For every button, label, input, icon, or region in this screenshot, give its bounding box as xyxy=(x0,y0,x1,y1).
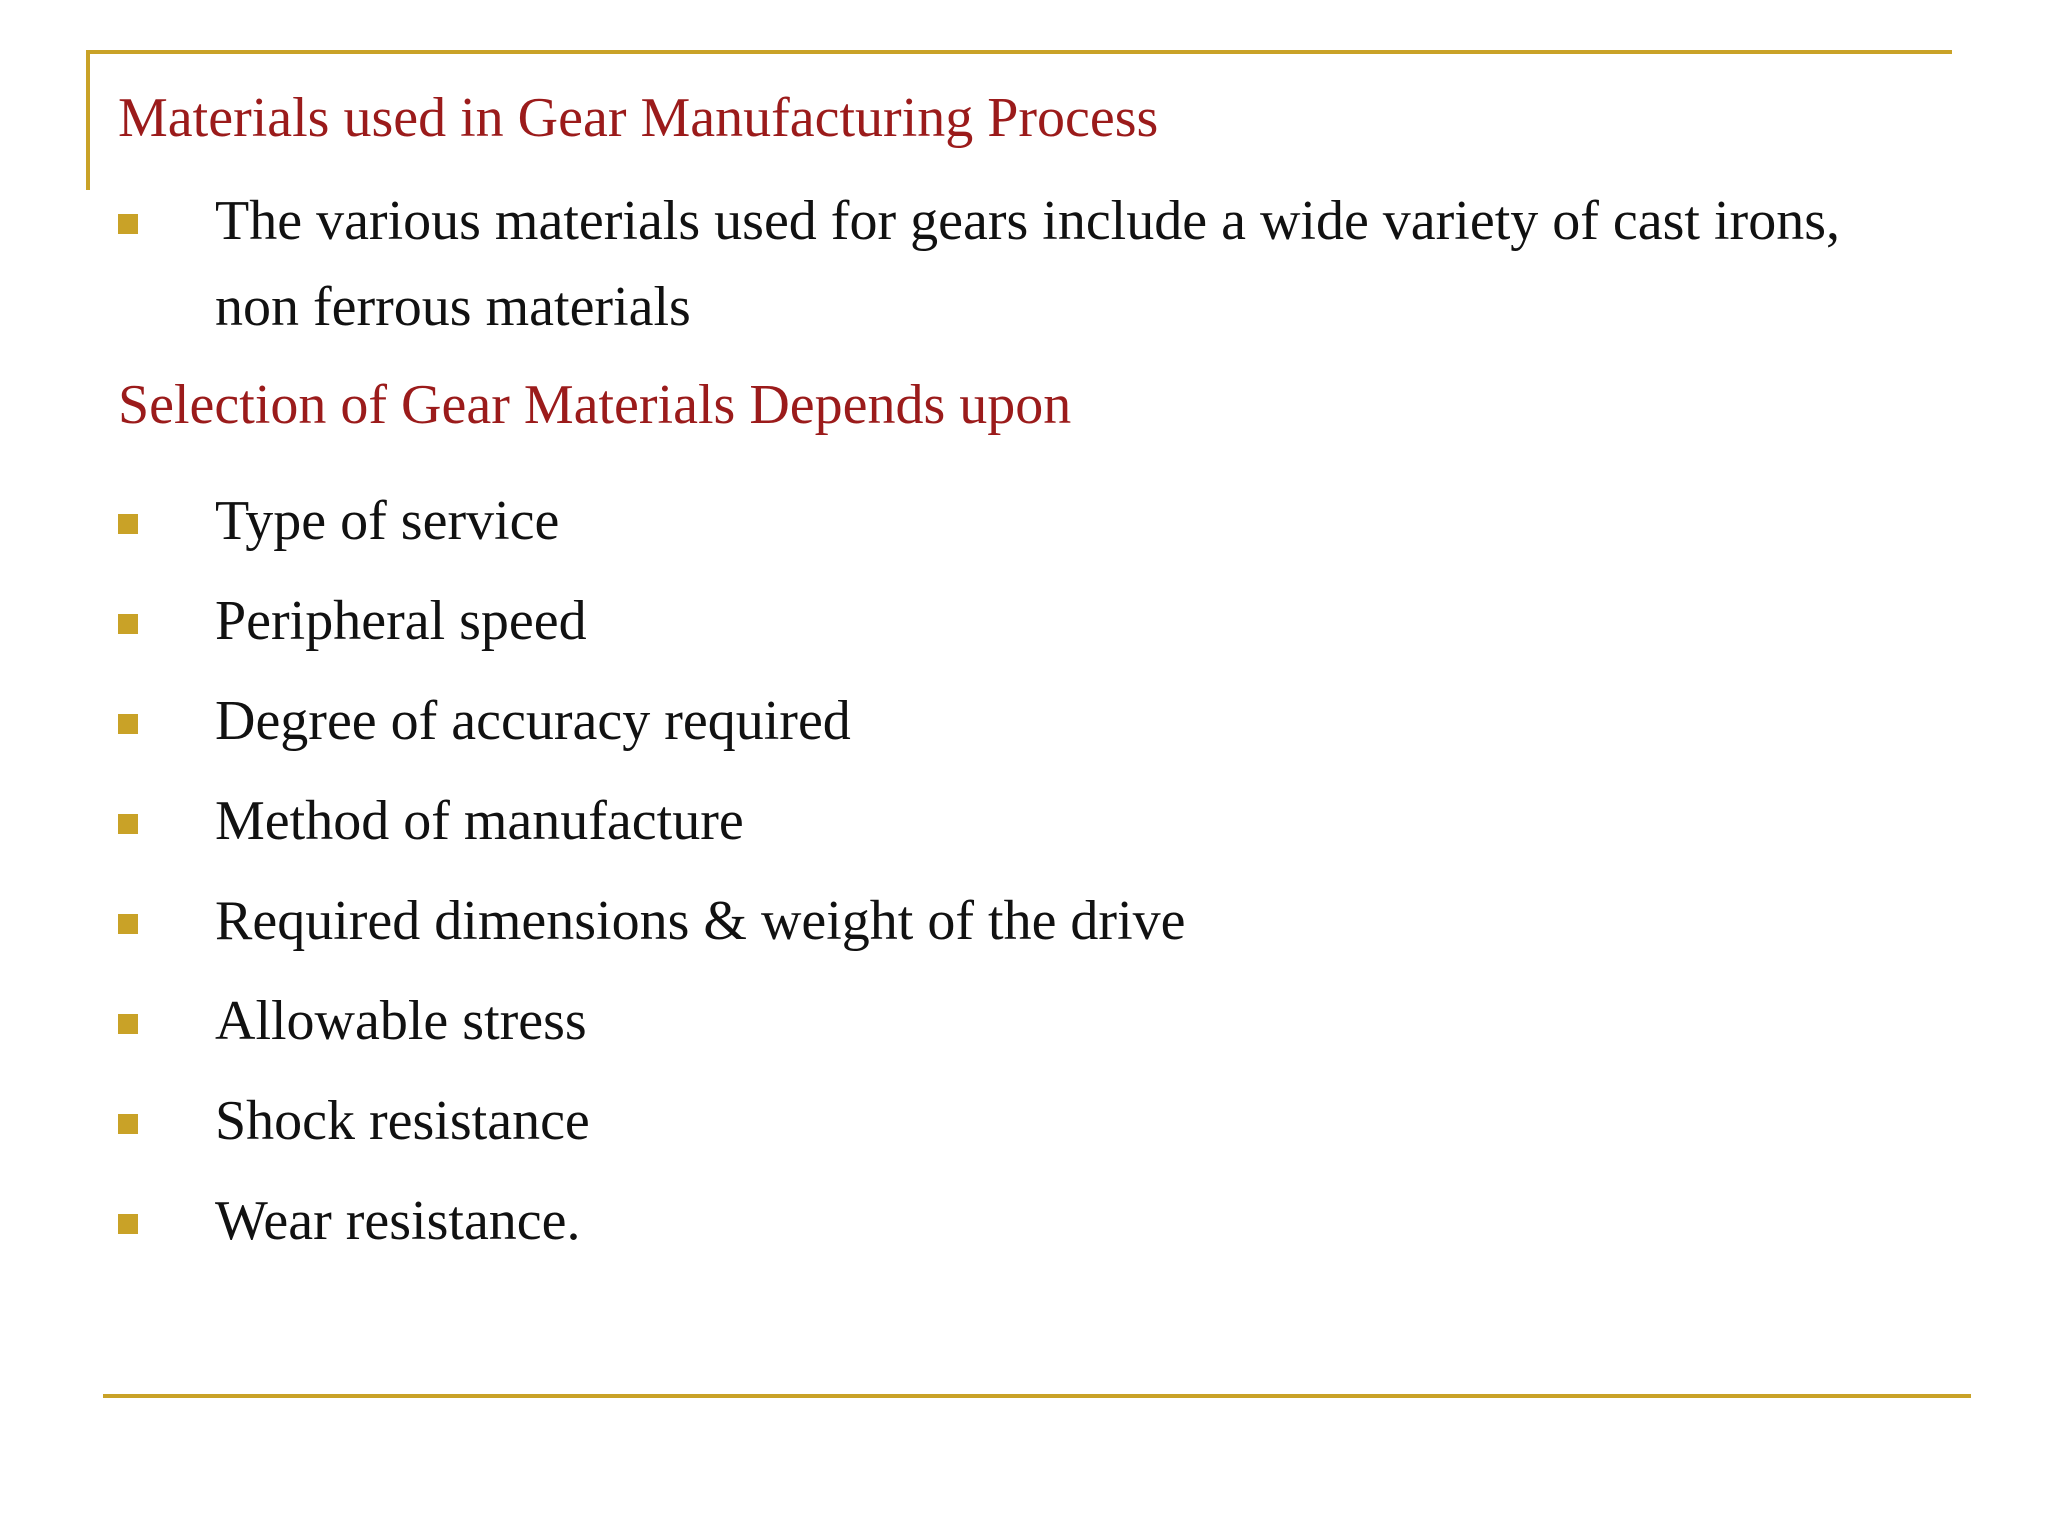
factor-list-item xyxy=(118,490,1918,564)
factor-text: Degree of accuracy required xyxy=(215,690,851,752)
factor-list-item xyxy=(118,1190,1918,1264)
square-bullet-icon xyxy=(118,614,138,634)
factor-list-item xyxy=(118,890,1918,964)
intro-bullet-item xyxy=(118,190,1908,350)
factor-list-item xyxy=(118,790,1918,864)
intro-bullet-text: The various materials used for gears include a wide variety of cast irons, non ferrous materials xyxy=(215,190,1840,338)
factor-text: Method of manufacture xyxy=(215,790,744,852)
slide-heading-materials: Materials used in Gear Manufacturing Process xyxy=(118,87,1159,149)
factor-list-item xyxy=(118,990,1918,1064)
factor-text: Type of service xyxy=(215,490,560,552)
left-border-line xyxy=(86,50,90,190)
factor-list-item xyxy=(118,690,1918,764)
square-bullet-icon xyxy=(118,1114,138,1134)
factor-text: Allowable stress xyxy=(215,990,587,1052)
factor-text: Peripheral speed xyxy=(215,590,587,652)
square-bullet-icon xyxy=(118,914,138,934)
factor-text: Shock resistance xyxy=(215,1090,590,1152)
square-bullet-icon xyxy=(118,814,138,834)
factor-text: Wear resistance. xyxy=(215,1190,581,1252)
factor-list-item xyxy=(118,590,1918,664)
bottom-border-line xyxy=(103,1394,1971,1398)
factor-list-item xyxy=(118,1090,1918,1164)
square-bullet-icon xyxy=(118,1014,138,1034)
square-bullet-icon xyxy=(118,214,138,234)
top-border-line xyxy=(86,50,1952,54)
square-bullet-icon xyxy=(118,514,138,534)
slide-heading-selection: Selection of Gear Materials Depends upon xyxy=(118,374,1072,436)
factor-text: Required dimensions & weight of the drive xyxy=(215,890,1186,952)
square-bullet-icon xyxy=(118,714,138,734)
square-bullet-icon xyxy=(118,1214,138,1234)
